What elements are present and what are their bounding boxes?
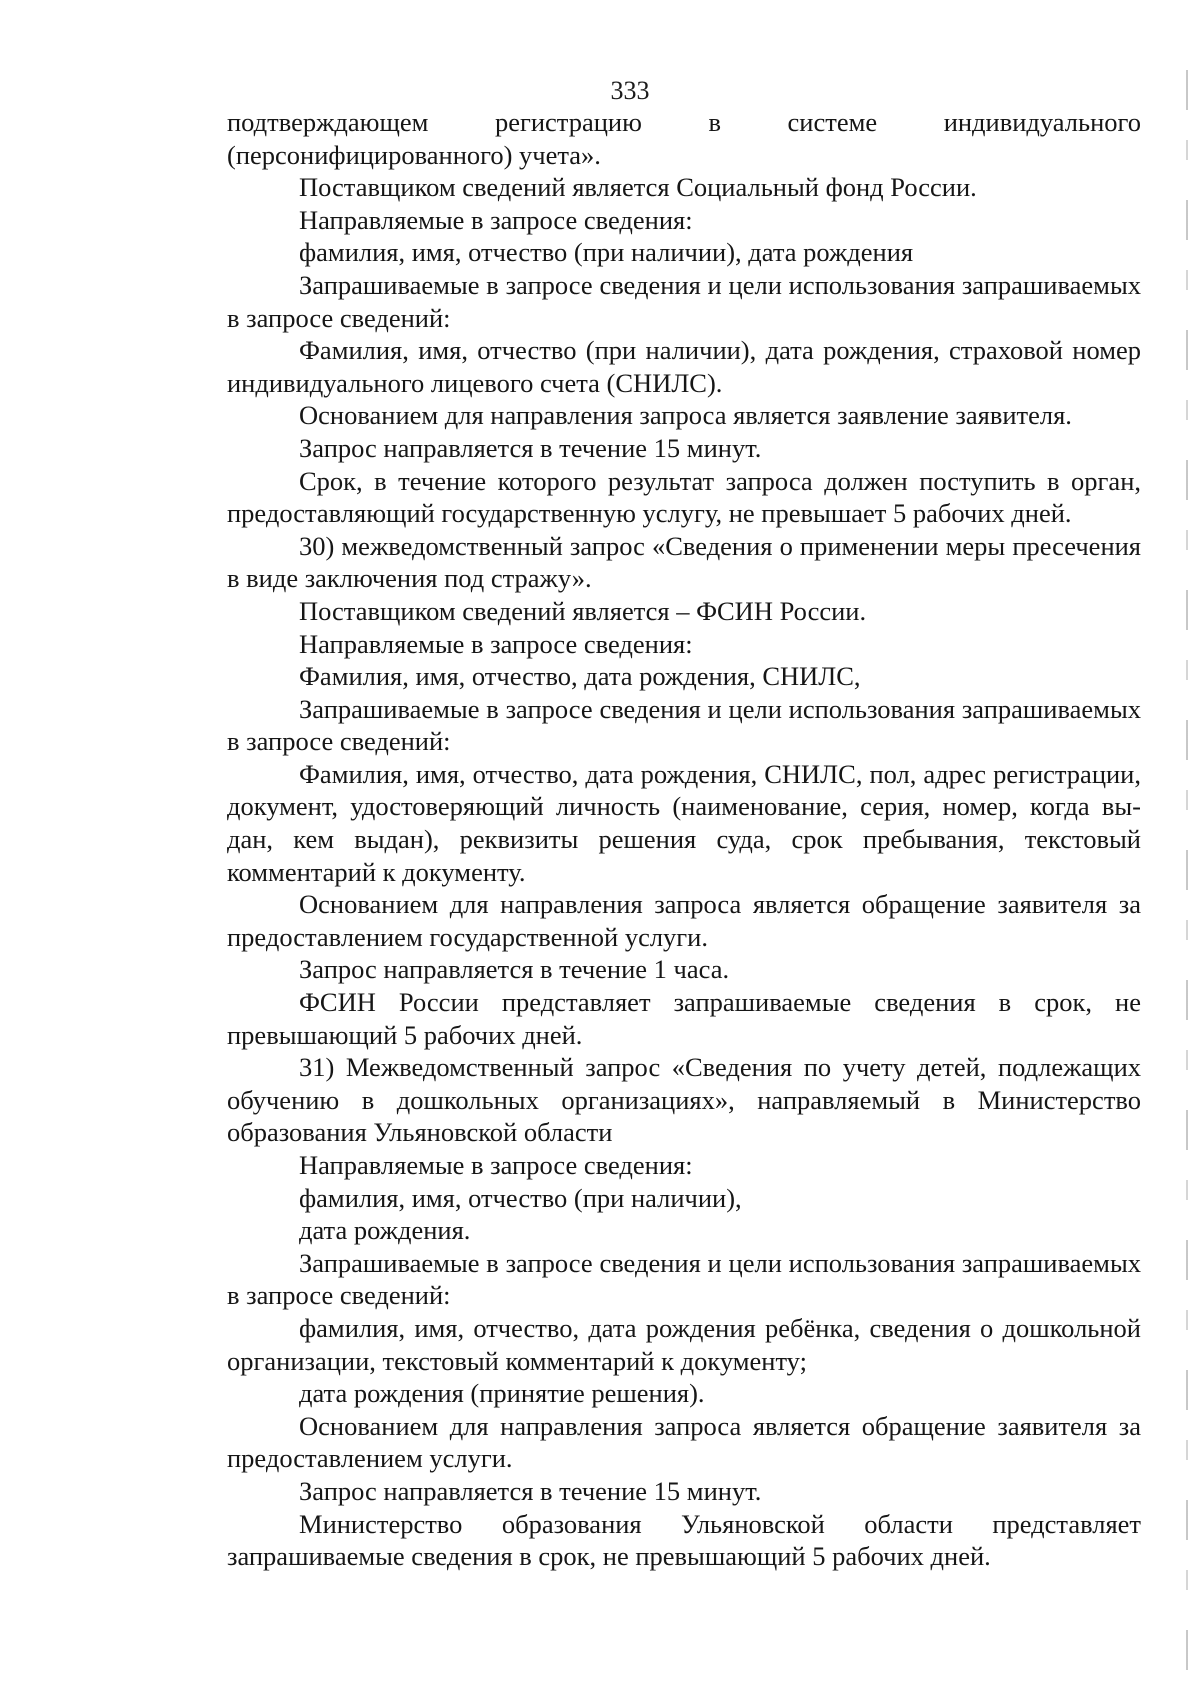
paragraph: Основанием для направления запроса является обращение заявителя за предоставлением услуги. [227, 1410, 1141, 1474]
paragraph: Запрашиваемые в запросе сведения и цели использования запрашиваемых в запросе сведений: [227, 693, 1141, 757]
paragraph: фамилия, имя, отчество (при наличии), [299, 1182, 742, 1213]
paragraph: Запрашиваемые в запросе сведения и цели использования запрашиваемых в запросе сведений: [227, 269, 1141, 333]
paragraph: Основанием для направления запроса является обращение заявителя за предоставлением государственной услуги. [227, 889, 1141, 952]
paragraph: 31) Межведомственный запрос «Сведения по учету детей, подлежащих обучению в дошкольных организациях», направляемый в Министерство образования Ульяновской области [227, 1052, 1141, 1148]
paragraph: Запрос направляется в течение 15 минут. [299, 432, 762, 463]
paragraph: Направляемые в запросе сведения: [299, 204, 693, 235]
paragraph: 30) межведомственный запрос «Сведения о применении меры пресечения в виде заключения под стражу». [227, 530, 1141, 594]
paragraph: фамилия, имя, отчество, дата рождения ребёнка, сведения о дошкольной организации, текстовый комментарий к документу; [227, 1312, 1141, 1376]
paragraph: Фамилия, имя, отчество (при наличии), дата рождения, страховой номер индивидуального лицевого счета (СНИЛС). [227, 335, 1141, 398]
paragraph: Фамилия, имя, отчество, дата рождения, СНИЛС, [299, 661, 861, 692]
paragraph: дата рождения. [299, 1215, 471, 1246]
document-body [227, 106, 1141, 1573]
scan-margin-line [1186, 70, 1188, 1670]
paragraph: Направляемые в запросе сведения: [299, 628, 693, 659]
paragraph: Запрашиваемые в запросе сведения и цели использования запрашиваемых в запросе сведений: [227, 1247, 1141, 1311]
paragraph: Поставщиком сведений является – ФСИН России. [299, 595, 867, 626]
paragraph: Запрос направляется в течение 1 часа. [299, 954, 730, 985]
page-number: 333 [610, 76, 650, 105]
paragraph: Направляемые в запросе сведения: [299, 1150, 693, 1180]
paragraph: Основанием для направления запроса является заявление заявителя. [299, 400, 1072, 431]
paragraph: Запрос направляется в течение 15 минут. [299, 1475, 762, 1506]
paragraph: Фамилия, имя, отчество, дата рождения, СНИЛС, пол, адрес регистрации, документ, удостоверяющий личность (наименование, серия, номер, когда вы-дан, кем выдан), реквизиты решения суда, срок пребывания, текстовый комментарий к документу. [227, 758, 1141, 887]
paragraph: ФСИН России представляет запрашиваемые сведения в срок, не превышающий 5 рабочих дней. [227, 987, 1141, 1050]
paragraph: Срок, в течение которого результат запроса должен поступить в орган, предоставляющий государственную услугу, не превышает 5 рабочих дней. [227, 465, 1141, 529]
paragraph: дата рождения (принятие решения). [299, 1378, 705, 1409]
paragraph: Министерство образования Ульяновской области представляет запрашиваемые сведения в срок, не превышающий 5 рабочих дней. [227, 1508, 1141, 1572]
paragraph: фамилия, имя, отчество (при наличии), дата рождения [299, 237, 914, 268]
paragraph: подтверждающем регистрацию в системе индивидуального (персонифицированного) учета». [227, 107, 1141, 170]
paragraph: Поставщиком сведений является Социальный фонд России. [299, 172, 977, 203]
